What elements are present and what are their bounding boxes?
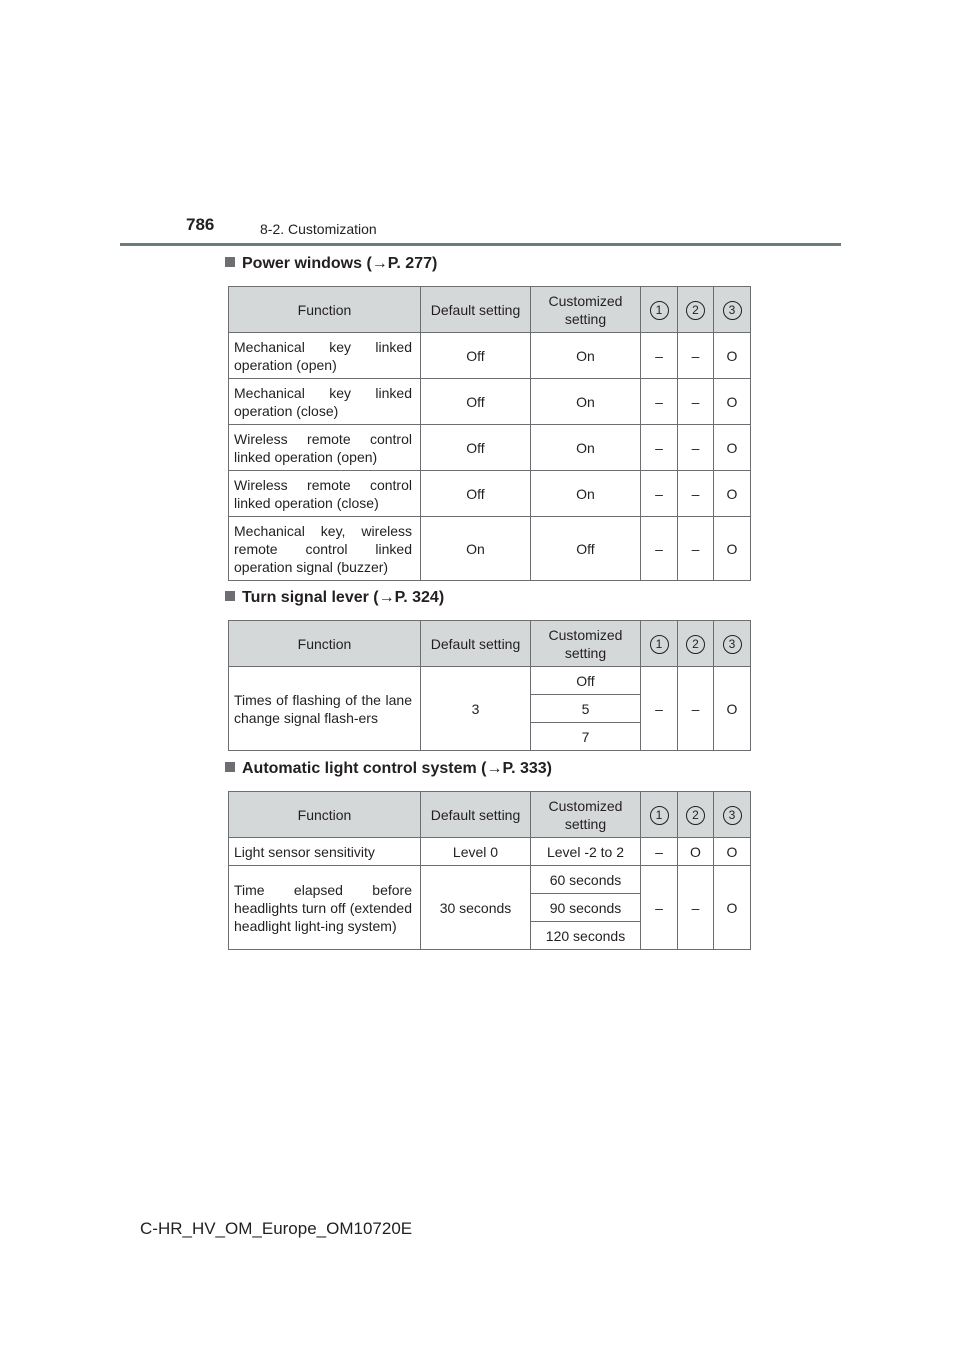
default-cell: 3 xyxy=(421,667,531,751)
table-row xyxy=(229,517,751,581)
table-row xyxy=(229,866,751,894)
col1-cell: – xyxy=(641,471,678,517)
section-title-automatic-light-control: Automatic light control system (→P. 333) xyxy=(225,760,552,778)
col3-cell: O xyxy=(714,517,751,581)
function-cell: Times of flashing of the lane change signal flash-ers xyxy=(229,667,421,751)
header-customized-setting: Customized setting xyxy=(531,792,641,838)
col3-cell: O xyxy=(714,838,751,866)
function-cell: Mechanical key linked operation (open) xyxy=(229,333,421,379)
header-col-2 xyxy=(678,287,714,333)
customized-cell: Off xyxy=(531,667,641,695)
power-windows-table xyxy=(228,286,751,581)
section-title-turn-signal-lever: Turn signal lever (→P. 324) xyxy=(225,589,444,607)
header-col-1 xyxy=(641,621,678,667)
customized-cell: 60 seconds xyxy=(531,866,641,894)
customized-cell: On xyxy=(531,471,641,517)
table-row xyxy=(229,425,751,471)
table-row xyxy=(229,838,751,866)
default-cell: 30 seconds xyxy=(421,866,531,950)
header-function: Function xyxy=(229,792,421,838)
square-bullet-icon xyxy=(225,591,235,601)
circled-3-icon: 3 xyxy=(723,635,742,654)
customized-cell: 90 seconds xyxy=(531,894,641,922)
header-col-1 xyxy=(641,792,678,838)
header-rule xyxy=(120,243,841,246)
table-row xyxy=(229,667,751,695)
col2-cell: – xyxy=(678,866,714,950)
header-col-2 xyxy=(678,621,714,667)
table-header-row xyxy=(229,621,751,667)
circled-2-icon: 2 xyxy=(686,301,705,320)
function-cell: Wireless remote control linked operation (open) xyxy=(229,425,421,471)
default-cell: Off xyxy=(421,333,531,379)
section-title-power-windows: Power windows (→P. 277) xyxy=(225,255,437,273)
function-cell: Mechanical key, wireless remote control linked operation signal (buzzer) xyxy=(229,517,421,581)
circled-3-icon: 3 xyxy=(723,301,742,320)
square-bullet-icon xyxy=(225,257,235,267)
header-col-3 xyxy=(714,621,751,667)
header-col-2 xyxy=(678,792,714,838)
header-default-setting: Default setting xyxy=(421,792,531,838)
function-cell: Light sensor sensitivity xyxy=(229,838,421,866)
default-cell: Off xyxy=(421,425,531,471)
col2-cell: – xyxy=(678,471,714,517)
table-header-row xyxy=(229,287,751,333)
default-cell: On xyxy=(421,517,531,581)
col1-cell: – xyxy=(641,866,678,950)
default-cell: Off xyxy=(421,379,531,425)
col2-cell: O xyxy=(678,838,714,866)
col3-cell: O xyxy=(714,866,751,950)
function-cell: Mechanical key linked operation (close) xyxy=(229,379,421,425)
col2-cell: – xyxy=(678,517,714,581)
col2-cell: – xyxy=(678,667,714,751)
customized-cell: Level -2 to 2 xyxy=(531,838,641,866)
turn-signal-lever-table xyxy=(228,620,751,751)
page-number: 786 xyxy=(186,215,215,234)
col3-cell: O xyxy=(714,333,751,379)
table-header-row xyxy=(229,792,751,838)
col1-cell: – xyxy=(641,333,678,379)
table-row xyxy=(229,333,751,379)
circled-3-icon: 3 xyxy=(723,806,742,825)
customized-cell: 7 xyxy=(531,723,641,751)
header-default-setting: Default setting xyxy=(421,287,531,333)
header-col-3 xyxy=(714,287,751,333)
default-cell: Off xyxy=(421,471,531,517)
col3-cell: O xyxy=(714,667,751,751)
header-col-3 xyxy=(714,792,751,838)
customized-cell: Off xyxy=(531,517,641,581)
col2-cell: – xyxy=(678,333,714,379)
col3-cell: O xyxy=(714,379,751,425)
header-default-setting: Default setting xyxy=(421,621,531,667)
customized-cell: 5 xyxy=(531,695,641,723)
circled-1-icon: 1 xyxy=(650,635,669,654)
automatic-light-control-table xyxy=(228,791,751,950)
customized-cell: On xyxy=(531,333,641,379)
col2-cell: – xyxy=(678,379,714,425)
square-bullet-icon xyxy=(225,762,235,772)
circled-1-icon: 1 xyxy=(650,806,669,825)
col1-cell: – xyxy=(641,517,678,581)
document-code: C-HR_HV_OM_Europe_OM10720E xyxy=(140,1219,413,1238)
customized-cell: 120 seconds xyxy=(531,922,641,950)
function-cell: Time elapsed before headlights turn off (extended headlight light-ing system) xyxy=(229,866,421,950)
circled-1-icon: 1 xyxy=(650,301,669,320)
header-customized-setting: Customized setting xyxy=(531,621,641,667)
table-row xyxy=(229,379,751,425)
col3-cell: O xyxy=(714,425,751,471)
circled-2-icon: 2 xyxy=(686,806,705,825)
col1-cell: – xyxy=(641,667,678,751)
circled-2-icon: 2 xyxy=(686,635,705,654)
chapter-title: 8-2. Customization xyxy=(260,221,377,237)
default-cell: Level 0 xyxy=(421,838,531,866)
header-col-1 xyxy=(641,287,678,333)
header-customized-setting: Customized setting xyxy=(531,287,641,333)
col1-cell: – xyxy=(641,838,678,866)
header-function: Function xyxy=(229,287,421,333)
customized-cell: On xyxy=(531,379,641,425)
table-row xyxy=(229,471,751,517)
col3-cell: O xyxy=(714,471,751,517)
function-cell: Wireless remote control linked operation (close) xyxy=(229,471,421,517)
col2-cell: – xyxy=(678,425,714,471)
col1-cell: – xyxy=(641,425,678,471)
col1-cell: – xyxy=(641,379,678,425)
customized-cell: On xyxy=(531,425,641,471)
header-function: Function xyxy=(229,621,421,667)
